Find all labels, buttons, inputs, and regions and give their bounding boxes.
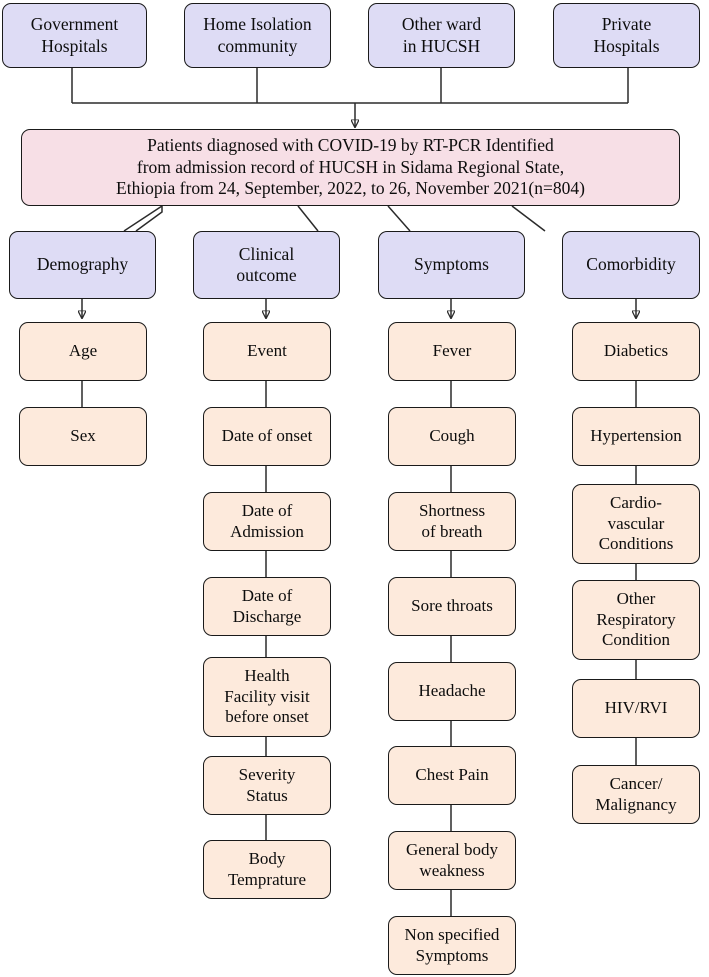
leaf-box-cough[interactable] — [388, 407, 516, 466]
leaf-box-other-respiratory-condition[interactable] — [572, 580, 700, 660]
leaf-label-line: Non specified — [404, 924, 500, 944]
leaf-label-line: Sore throats — [411, 596, 493, 616]
leaf-label-line: Malignancy — [595, 794, 677, 814]
category-label-line: outcome — [236, 265, 297, 285]
leaf-box-body-temprature[interactable] — [203, 840, 331, 899]
leaf-label-line: of breath — [421, 521, 483, 541]
leaf-box-sex[interactable] — [19, 407, 147, 466]
leaf-box-age[interactable] — [19, 322, 147, 381]
leaf-box-health-facility-visit[interactable] — [203, 657, 331, 737]
category-label-line: Clinical — [238, 243, 295, 264]
leaf-label-line: Cough — [429, 426, 475, 446]
leaf-label-line: Date of — [241, 585, 293, 605]
source-label-line: community — [217, 35, 298, 56]
leaf-label-line: Hypertension — [590, 426, 682, 446]
leaf-box-cardio-vascular-conditions[interactable] — [572, 484, 700, 564]
source-label-line: Private — [601, 14, 652, 35]
leaf-label-line: Headache — [418, 681, 486, 701]
leaf-box-cancer-malignancy[interactable] — [572, 765, 700, 824]
category-box-symptoms[interactable] — [378, 231, 525, 299]
leaf-label-line: Severity — [238, 764, 296, 784]
leaf-box-date-of-onset[interactable] — [203, 407, 331, 466]
category-box-clinical-outcome[interactable] — [193, 231, 340, 299]
leaf-label-line: Facility visit — [224, 686, 310, 706]
leaf-label-line: Body — [248, 848, 286, 868]
leaf-label-line: Cancer/ — [609, 773, 663, 793]
source-label-line: Government — [30, 14, 119, 35]
leaf-box-headache[interactable] — [388, 662, 516, 721]
source-label-line: Hospitals — [593, 35, 660, 56]
leaf-label-line: Status — [246, 785, 288, 805]
category-box-comorbidity[interactable] — [562, 231, 700, 299]
source-label-line: in HUCSH — [402, 35, 481, 56]
leaf-label-line: before onset — [225, 707, 309, 727]
source-label-line: Hospitals — [41, 35, 108, 56]
leaf-label-line: Condition — [601, 630, 670, 650]
leaf-box-sore-throats[interactable] — [388, 577, 516, 636]
leaf-box-general-body-weakness[interactable] — [388, 831, 516, 890]
leaf-label-line: Shortness — [418, 500, 486, 520]
leaf-label-line: Date of onset — [221, 426, 313, 446]
source-label-line: Other ward — [401, 14, 482, 35]
leaf-label-line: Discharge — [232, 606, 302, 626]
leaf-label-line: Fever — [432, 341, 472, 361]
leaf-label-line: Chest Pain — [415, 765, 489, 785]
source-box-other-ward[interactable] — [368, 3, 515, 68]
leaf-label-line: Respiratory — [596, 609, 676, 629]
leaf-box-date-of-admission[interactable] — [203, 492, 331, 551]
source-box-home-isolation[interactable] — [184, 3, 331, 68]
leaf-label-line: Conditions — [598, 534, 674, 554]
leaf-box-date-of-discharge[interactable] — [203, 577, 331, 636]
leaf-label-line: Admission — [230, 521, 304, 541]
main-box-line: Patients diagnosed with COVID-19 by RT-PCR Identified — [147, 135, 554, 156]
leaf-label-line: Sex — [70, 426, 96, 446]
leaf-label-line: Temprature — [227, 869, 307, 889]
leaf-label-line: Diabetics — [603, 341, 669, 361]
leaf-box-shortness-of-breath[interactable] — [388, 492, 516, 551]
leaf-box-event[interactable] — [203, 322, 331, 381]
leaf-label-line: Other — [616, 588, 656, 608]
main-box-line: from admission record of HUCSH in Sidama Regional State, — [136, 156, 565, 177]
leaf-label-line: weakness — [419, 860, 485, 880]
leaf-box-hiv-rvi[interactable] — [572, 679, 700, 738]
category-box-demography[interactable] — [9, 231, 156, 299]
leaf-label-line: Health — [244, 665, 290, 685]
category-label-line: Demography — [36, 254, 129, 275]
leaf-box-hypertension[interactable] — [572, 407, 700, 466]
leaf-label-line: Date of — [241, 500, 293, 520]
leaf-box-diabetics[interactable] — [572, 322, 700, 381]
main-box-line: Ethiopia from 24, September, 2022, to 26, November 2021(n=804) — [116, 178, 585, 199]
leaf-box-chest-pain[interactable] — [388, 746, 516, 805]
leaf-label-line: Symptoms — [415, 945, 489, 965]
leaf-label-line: Event — [247, 341, 287, 361]
leaf-label-line: General body — [405, 839, 499, 859]
source-label-line: Home Isolation — [203, 14, 312, 35]
leaf-label-line: Age — [68, 341, 98, 361]
category-label-line: Comorbidity — [586, 254, 676, 275]
leaf-label-line: vascular — [607, 513, 665, 533]
leaf-label-line: HIV/RVI — [604, 698, 668, 718]
source-box-gov-hospitals[interactable] — [2, 3, 147, 68]
leaf-box-severity-status[interactable] — [203, 756, 331, 815]
leaf-box-fever[interactable] — [388, 322, 516, 381]
leaf-box-non-specified-symptoms[interactable] — [388, 916, 516, 975]
category-label-line: Symptoms — [414, 254, 489, 275]
main-population-box[interactable] — [21, 129, 680, 206]
source-box-private-hospitals[interactable] — [553, 3, 700, 68]
leaf-label-line: Cardio- — [610, 492, 662, 512]
